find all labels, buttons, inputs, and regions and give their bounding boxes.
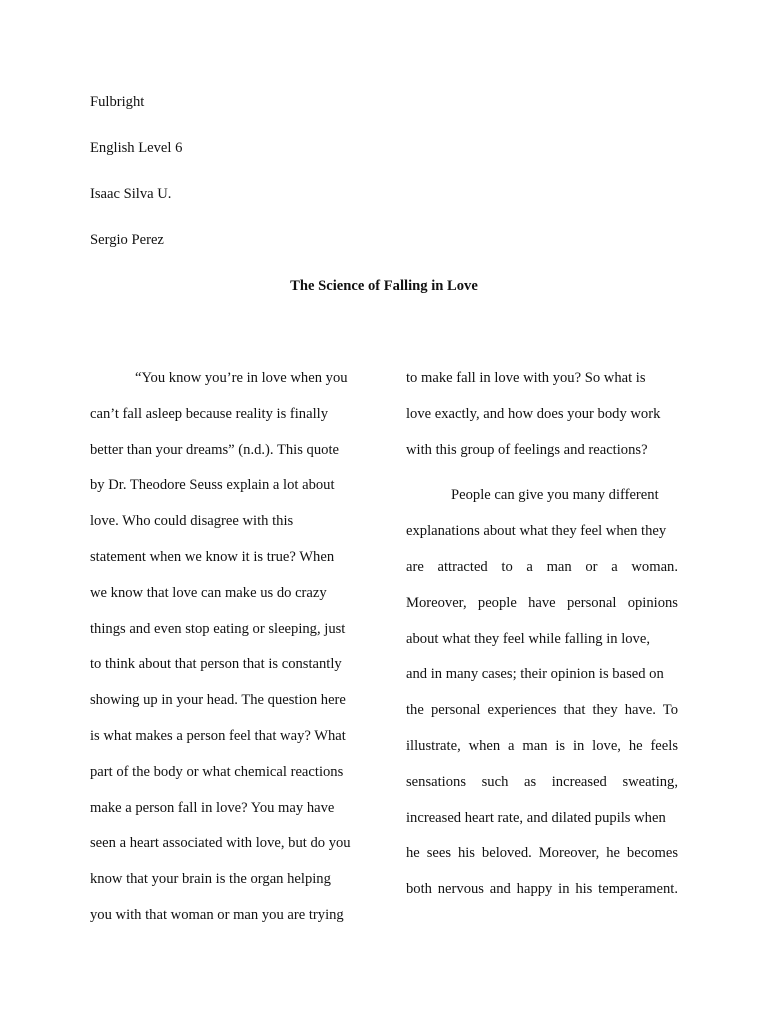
text-line: seen a heart associated with love, but do you xyxy=(90,835,351,852)
text-line: with this group of feelings and reactions? xyxy=(406,441,648,458)
text-line: love exactly, and how does your body work xyxy=(406,405,661,422)
text-line: both nervous and happy in his temperament. xyxy=(406,881,678,898)
text-line: sensations such as increased sweating, xyxy=(406,773,678,790)
text-line: increased heart rate, and dilated pupils when xyxy=(406,809,666,826)
text-line: love. Who could disagree with this xyxy=(90,513,294,530)
text-line: showing up in your head. The question here xyxy=(90,692,346,709)
header-author: Isaac Silva U. xyxy=(90,186,172,202)
text-line: about what they feel while falling in love, xyxy=(406,630,650,647)
text-line: is what makes a person feel that way? What xyxy=(90,727,346,744)
text-line: Moreover, people have personal opinions xyxy=(406,594,678,611)
right-column xyxy=(406,371,678,918)
text-line: things and even stop eating or sleeping, just xyxy=(90,620,346,637)
text-line: are attracted to a man or a woman. xyxy=(406,558,678,575)
text-line: part of the body or what chemical reactions xyxy=(90,763,344,780)
text-line: “You know you’re in love when you xyxy=(135,370,348,386)
document-title: The Science of Falling in Love xyxy=(290,278,478,294)
text-line: statement when we know it is true? When xyxy=(90,548,335,565)
left-column xyxy=(90,371,362,944)
text-line: explanations about what they feel when they xyxy=(406,523,667,540)
text-line: you with that woman or man you are trying xyxy=(90,906,344,923)
text-line: make a person fall in love? You may have xyxy=(90,799,335,816)
text-line: People can give you many different xyxy=(451,487,659,504)
header-instructor: Sergio Perez xyxy=(90,232,164,248)
text-line: know that your brain is the organ helping xyxy=(90,871,331,888)
header-program: Fulbright xyxy=(90,94,145,110)
text-line: the personal experiences that they have. To xyxy=(406,702,678,719)
text-line: to make fall in love with you? So what is xyxy=(406,370,646,386)
text-line: can’t fall asleep because reality is finally xyxy=(90,405,328,422)
text-line: to think about that person that is constantly xyxy=(90,656,342,673)
text-line: illustrate, when a man is in love, he feels xyxy=(406,737,678,754)
text-line: and in many cases; their opinion is based on xyxy=(406,666,664,683)
text-line: we know that love can make us do crazy xyxy=(90,584,327,601)
text-line: he sees his beloved. Moreover, he becomes xyxy=(406,845,678,862)
text-line: by Dr. Theodore Seuss explain a lot about xyxy=(90,477,335,494)
text-line: better than your dreams” (n.d.). This quote xyxy=(90,441,339,458)
header-course: English Level 6 xyxy=(90,140,183,156)
